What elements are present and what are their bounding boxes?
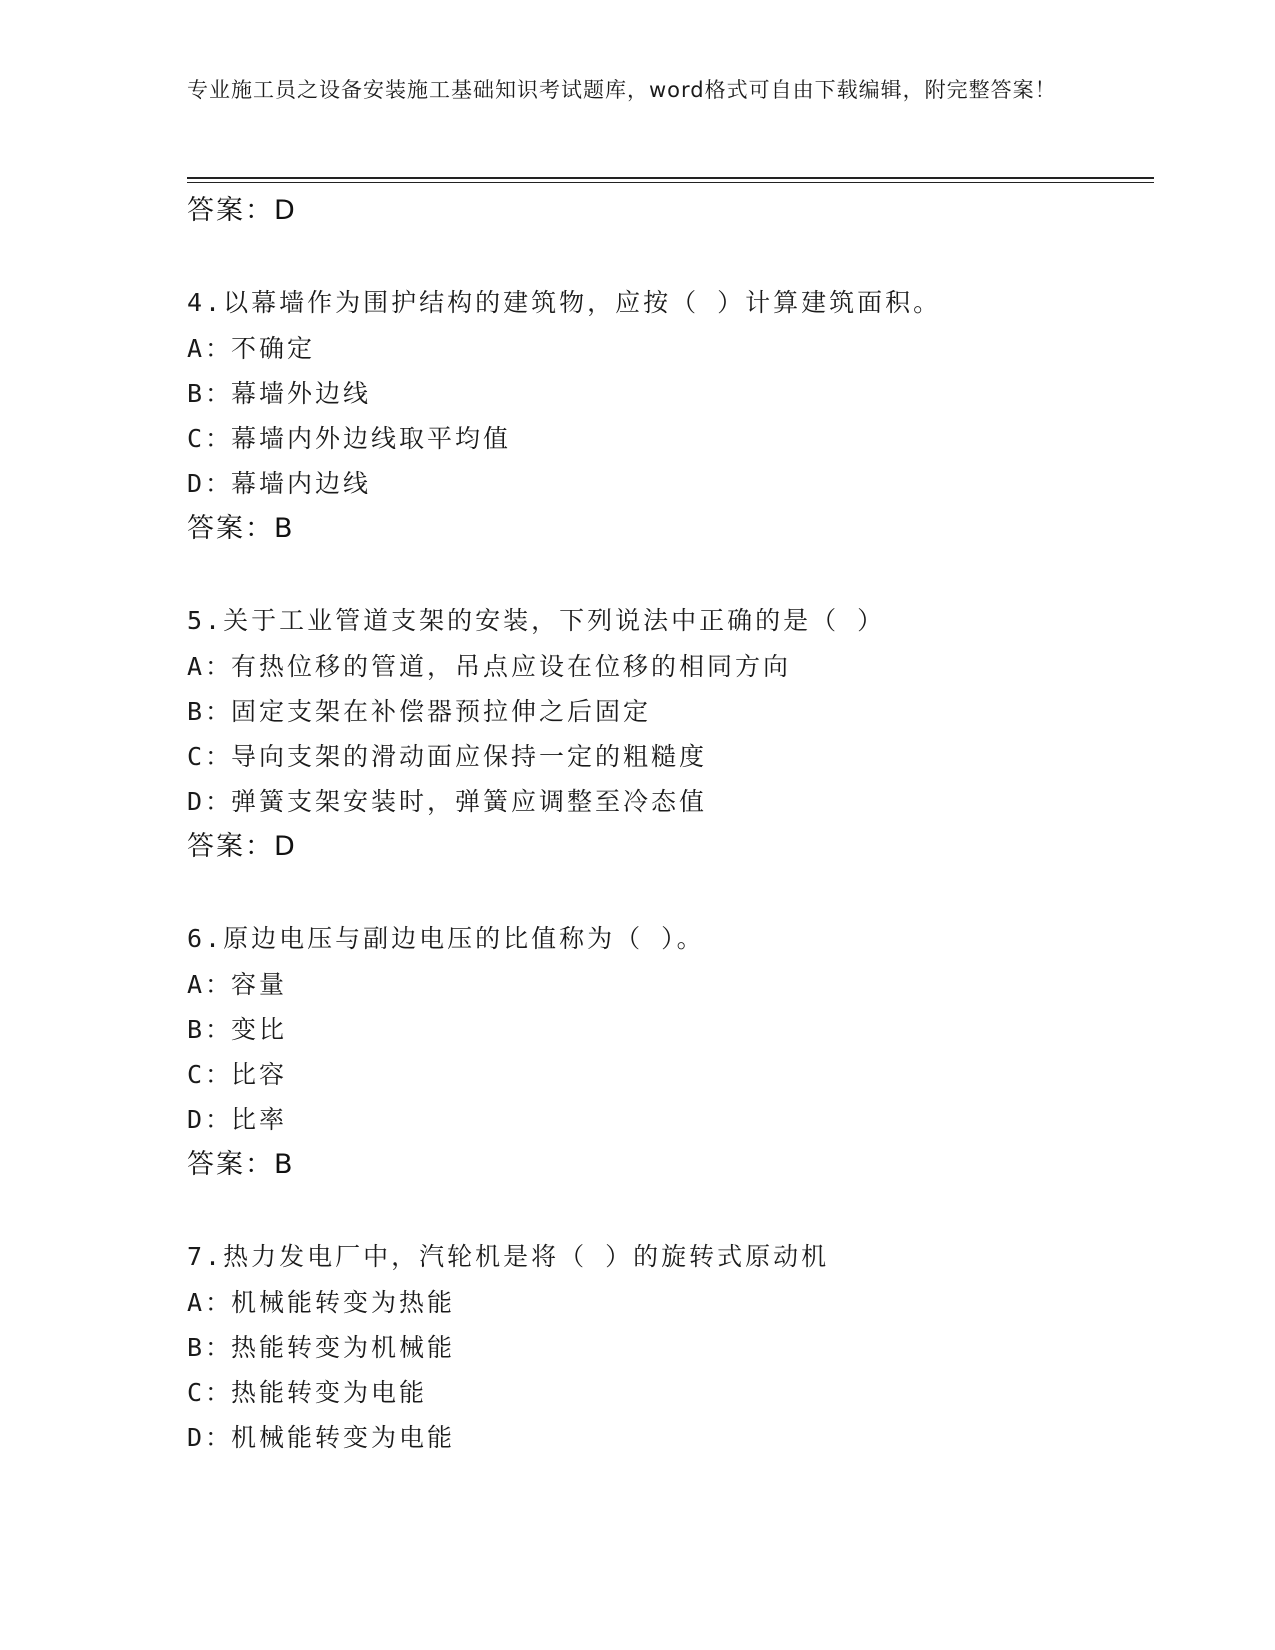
option-letter: B： (187, 697, 234, 726)
option-c (187, 1052, 1147, 1097)
header-divider-thick (187, 177, 1154, 179)
option-letter: D： (187, 1423, 234, 1452)
option-text: 弹簧支架安装时，弹簧应调整至冷态值 (231, 787, 708, 816)
spacer (187, 552, 1147, 598)
question-stem: 6.原边电压与副边电压的比值称为（ ）。 (187, 924, 705, 953)
answer-line: 答案：D (187, 195, 297, 226)
option-text: 机械能转变为热能 (231, 1288, 456, 1317)
option-letter: C： (187, 1060, 234, 1089)
question-stem: 4.以幕墙作为围护结构的建筑物，应按（ ）计算建筑面积。 (187, 288, 942, 317)
option-text: 导向支架的滑动面应保持一定的粗糙度 (231, 742, 708, 771)
question-stem: 5.关于工业管道支架的安装，下列说法中正确的是（ ） (187, 606, 886, 635)
option-b (187, 1325, 1147, 1370)
option-d (187, 779, 1147, 824)
spacer (187, 870, 1147, 916)
option-letter: A： (187, 1288, 234, 1317)
option-b (187, 689, 1147, 734)
option-a (187, 962, 1147, 1007)
option-letter: C： (187, 1378, 234, 1407)
document-header: 专业施工员之设备安装施工基础知识考试题库，word格式可自由下载编辑，附完整答案！ (187, 78, 1057, 102)
option-text: 固定支架在补偿器预拉伸之后固定 (231, 697, 652, 726)
option-c (187, 734, 1147, 779)
option-d (187, 461, 1147, 506)
option-text: 变比 (231, 1015, 288, 1044)
option-letter: C： (187, 424, 234, 453)
option-text: 热能转变为电能 (231, 1378, 428, 1407)
answer-line: 答案：B (187, 513, 295, 544)
question-list (187, 188, 1147, 1460)
answer-line: 答案：B (187, 1149, 295, 1180)
option-text: 机械能转变为电能 (231, 1423, 456, 1452)
option-letter: A： (187, 652, 234, 681)
option-text: 比容 (231, 1060, 288, 1089)
option-a (187, 1280, 1147, 1325)
option-d (187, 1415, 1147, 1460)
answer-line: 答案：D (187, 831, 297, 862)
option-letter: D： (187, 787, 234, 816)
spacer (187, 234, 1147, 280)
option-text: 比率 (231, 1105, 288, 1134)
option-a (187, 644, 1147, 689)
header-divider-thin (187, 182, 1154, 183)
option-text: 热能转变为机械能 (231, 1333, 456, 1362)
option-letter: B： (187, 379, 234, 408)
option-d (187, 1097, 1147, 1142)
option-a (187, 326, 1147, 371)
option-letter: B： (187, 1015, 234, 1044)
option-letter: A： (187, 334, 234, 363)
question-stem: 7.热力发电厂中，汽轮机是将（ ）的旋转式原动机 (187, 1242, 830, 1271)
spacer (187, 1188, 1147, 1234)
option-text: 幕墙内外边线取平均值 (231, 424, 512, 453)
option-c (187, 416, 1147, 461)
option-letter: A： (187, 970, 234, 999)
option-text: 幕墙外边线 (231, 379, 372, 408)
option-letter: C： (187, 742, 234, 771)
option-b (187, 371, 1147, 416)
option-c (187, 1370, 1147, 1415)
option-text: 幕墙内边线 (231, 469, 372, 498)
option-text: 有热位移的管道，吊点应设在位移的相同方向 (231, 652, 792, 681)
option-text: 容量 (231, 970, 288, 999)
option-b (187, 1007, 1147, 1052)
option-letter: D： (187, 469, 234, 498)
option-letter: B： (187, 1333, 234, 1362)
option-text: 不确定 (231, 334, 316, 363)
option-letter: D： (187, 1105, 234, 1134)
